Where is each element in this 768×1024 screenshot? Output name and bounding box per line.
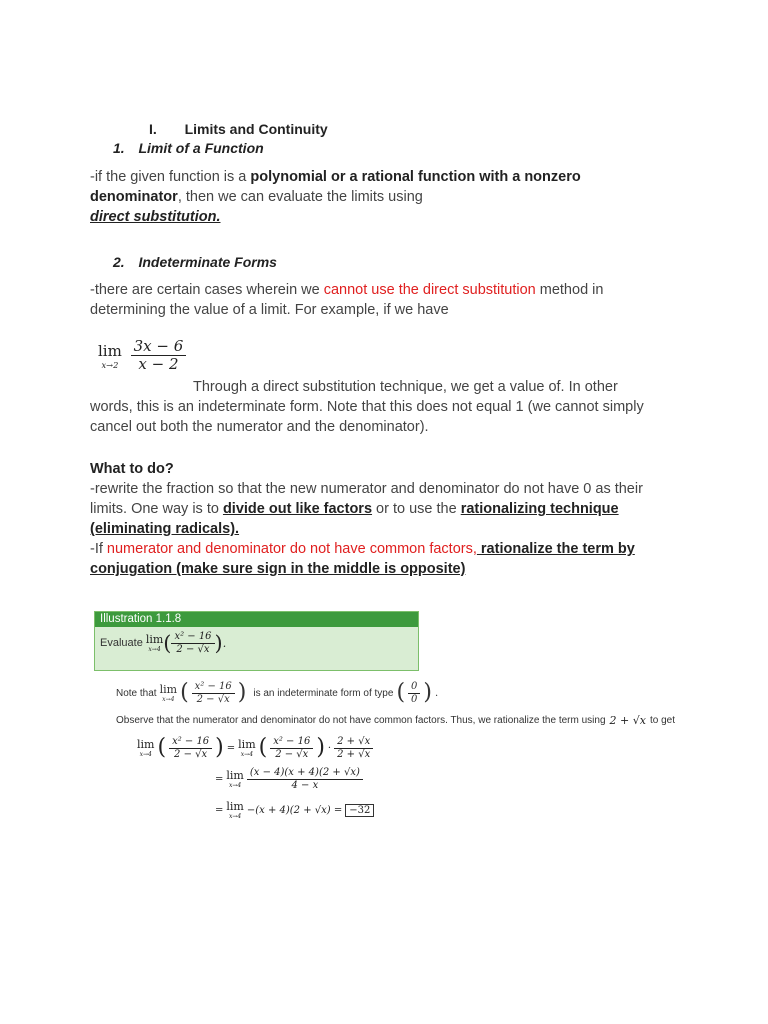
lim-operator: lim — [98, 341, 122, 360]
highlight-text: cannot use the direct substitution — [323, 282, 536, 298]
derivation-line-3 — [215, 800, 374, 820]
denominator: 2 − √x — [275, 748, 309, 760]
text: method in — [535, 282, 604, 298]
lim-operator: lim — [226, 800, 244, 813]
numerator: 0 — [408, 681, 420, 694]
eliminating-radicals-term: (eliminating radicals). — [90, 521, 240, 537]
bold-text: denominator — [90, 189, 178, 205]
text: cancel out both the numerator and the denominator). — [90, 419, 429, 435]
highlight-text: numerator and denominator do not have common factors, — [106, 541, 477, 557]
period: . — [222, 636, 227, 650]
lim-subscript: x→4 — [228, 813, 242, 820]
derivation-line-2 — [215, 767, 363, 791]
text: , then we can evaluate the limits using — [177, 189, 423, 205]
text: words, this is an indeterminate form. Note that this does not equal 1 (we cannot simply — [90, 399, 644, 415]
text: Note that — [116, 687, 157, 699]
divide-out-like-factors-term: divide out like factors — [222, 501, 373, 517]
denominator: 2 − √x — [196, 693, 230, 705]
numerator: x² − 16 — [192, 681, 235, 694]
lim-operator: lim — [226, 769, 244, 782]
section-heading — [149, 121, 328, 137]
denominator: 2 + √x — [337, 748, 371, 760]
lim-subscript: x→4 — [240, 751, 254, 758]
numerator: (x − 4)(x + 4)(2 + √x) — [247, 767, 363, 780]
multiply-dot: · — [327, 742, 332, 754]
text: -there are certain cases wherein we — [90, 282, 324, 298]
denominator: 2 − √x — [176, 643, 210, 655]
subheading-number: 1. — [113, 140, 125, 156]
rationalize-term: rationalize the term by — [476, 541, 635, 557]
numerator: 3x − 6 — [131, 338, 187, 356]
conjugate-expression: 2 + √x — [609, 714, 646, 727]
equals-sign: = — [215, 804, 224, 816]
lim-operator: lim — [159, 683, 178, 696]
observe-line — [116, 714, 675, 727]
numerator: 2 + √x — [334, 736, 373, 749]
expression: −(x + 4)(2 + √x) = — [246, 804, 343, 816]
text: is an indeterminate form of type — [253, 687, 394, 699]
equals-sign: = — [215, 773, 224, 785]
rationalizing-technique-term: rationalizing technique — [460, 501, 619, 517]
note-line: Note that lim x→4 ( $\frac{\text{x² − 16}}{2 - √x}$ ) is an indeterminate form of type ( $\frac{0}{0}$ ) . — [116, 680, 439, 705]
paragraph-indeterminate-explanation — [90, 377, 730, 437]
equals-sign: = — [226, 742, 236, 754]
text: determining the value of a limit. For example, if we have — [90, 302, 449, 318]
text: to get — [649, 715, 675, 726]
numerator: x² − 16 — [171, 631, 214, 644]
lim-subscript: x→4 — [148, 646, 161, 653]
lim-operator: lim — [238, 738, 256, 751]
evaluate-label: Evaluate — [100, 637, 143, 649]
illustration-box — [94, 611, 419, 671]
numerator: x² − 16 — [169, 736, 212, 749]
lim-subscript: x→4 — [162, 696, 175, 703]
paragraph-direct-substitution — [90, 167, 690, 227]
illustration-title: Illustration 1.1.8 — [95, 612, 418, 627]
subheading-title: Limit of a Function — [138, 140, 264, 156]
final-answer: −32 — [345, 804, 374, 817]
bold-text: polynomial or a rational function with a nonzero — [250, 169, 581, 185]
subheading-number: 2. — [113, 254, 125, 270]
text: or to use the — [372, 501, 461, 517]
paragraph-indeterminate-intro — [90, 280, 730, 320]
denominator: 0 — [411, 693, 418, 705]
illustration-problem: Evaluate lim x→4 ( $\frac{\text{x² − 16}}{2 - √x}$ ) . — [100, 630, 227, 655]
lim-subscript: x→4 — [228, 782, 242, 789]
subheading-indeterminate-forms — [113, 254, 277, 270]
subheading-title: Indeterminate Forms — [138, 254, 277, 270]
what-to-do-section — [90, 459, 740, 579]
section-roman: I. — [149, 121, 157, 137]
lim-subscript: x→4 — [139, 751, 152, 758]
lim-subscript: x→2 — [101, 359, 119, 370]
lim-operator: lim — [145, 633, 164, 646]
text: -If — [90, 541, 107, 557]
denominator: 4 − x — [291, 779, 319, 791]
numerator: x² − 16 — [270, 736, 313, 749]
direct-substitution-term: direct substitution. — [90, 209, 221, 225]
subheading-limit-of-function — [113, 140, 264, 156]
section-title: Limits and Continuity — [184, 121, 328, 137]
denominator: x − 2 — [138, 355, 179, 374]
text: limits. One way is to — [90, 501, 223, 517]
what-to-do-heading: What to do? — [90, 461, 174, 477]
derivation-line-1: lim x→4 ( $\frac{\text{x² − 16}}{2 - √x}$ ) = lim x→4 ( $\frac{\text{x² − 16}}{2 - √x}$ ) · $\frac{2 + √x}{2 + √x}$ — [137, 736, 373, 760]
conjugation-term: conjugation (make sure sign in the middle is opposite) — [90, 561, 466, 577]
example-limit-expression — [98, 338, 186, 374]
text: Through a direct substitution technique, we get a value of. In other — [193, 379, 618, 395]
lim-operator: lim — [137, 738, 155, 751]
text: Observe that the numerator and denominator do not have common factors. Thus, we rationalize the term using — [116, 715, 606, 726]
denominator: 2 − √x — [174, 748, 208, 760]
text: -if the given function is a — [90, 169, 251, 185]
text: -rewrite the fraction so that the new numerator and denominator do not have 0 as their — [90, 481, 643, 497]
